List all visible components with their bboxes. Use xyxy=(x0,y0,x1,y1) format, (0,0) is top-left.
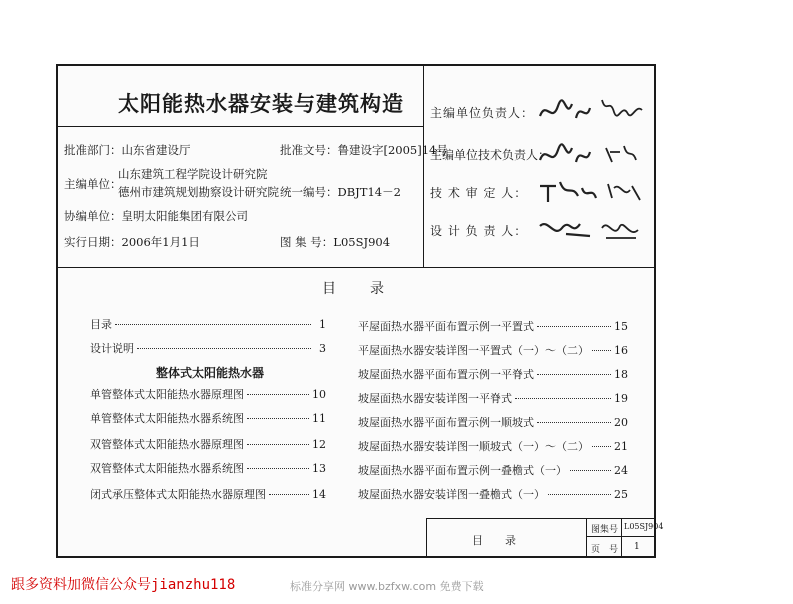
header-vertical-divider xyxy=(423,66,424,267)
role-label-reviewer: 技 术 审 定 人： xyxy=(430,186,528,200)
editor-org-2: 德州市建筑规划勘察设计研究院 xyxy=(118,185,279,199)
title-block-atlas-label: 图集号 xyxy=(591,525,619,535)
title-block-top xyxy=(426,518,654,519)
editor-org-1: 山东建筑工程学院设计研究院 xyxy=(118,167,268,181)
footer-promo-text: 跟多资料加微信公众号jianzhu118 xyxy=(11,577,236,593)
toc-entry-page: 25 xyxy=(614,488,628,501)
leader-dots xyxy=(548,494,611,495)
toc-entry-label: 目录 xyxy=(90,318,112,331)
editor-label: 主编单位： xyxy=(64,177,122,191)
toc-entry-label: 双管整体式太阳能热水器原理图 xyxy=(90,438,244,451)
approval-department: 批准部门：山东省建设厅 xyxy=(64,143,191,157)
section-heading: 整体式太阳能热水器 xyxy=(156,366,265,380)
toc-entry-left xyxy=(90,340,326,356)
toc-entry-label: 平屋面热水器平面布置示例一平置式 xyxy=(358,320,534,333)
toc-entry-left xyxy=(90,386,326,402)
toc-entry-label: 坡屋面热水器安装详图一叠檐式（一） xyxy=(358,488,545,501)
leader-dots xyxy=(137,348,311,349)
toc-entry-label: 坡屋面热水器安装详图一平脊式 xyxy=(358,392,512,405)
toc-entry-label: 闭式承压整体式太阳能热水器原理图 xyxy=(90,488,266,501)
toc-entry-left xyxy=(90,460,326,476)
leader-dots xyxy=(247,418,309,419)
signature-1 xyxy=(536,94,648,128)
signature-3 xyxy=(536,176,648,206)
leader-dots xyxy=(537,374,611,375)
toc-entry-label: 坡屋面热水器平面布置示例一叠檐式（一） xyxy=(358,464,567,477)
toc-entry-label: 设计说明 xyxy=(90,342,134,355)
leader-dots xyxy=(592,446,611,447)
toc-entry-label: 坡屋面热水器安装详图一顺坡式（一）～（二） xyxy=(358,440,589,453)
toc-entry-page: 3 xyxy=(319,342,326,355)
toc-entry-right xyxy=(358,390,628,406)
signature-2 xyxy=(536,138,648,170)
leader-dots xyxy=(592,350,611,351)
toc-entry-left xyxy=(90,410,326,426)
toc-entry-label: 双管整体式太阳能热水器系统图 xyxy=(90,462,244,475)
toc-entry-right xyxy=(358,414,628,430)
toc-entry-right xyxy=(358,366,628,382)
toc-entry-right xyxy=(358,438,628,454)
approval-document: 批准文号：鲁建设字[2005]14号 xyxy=(280,143,448,157)
toc-entry-left xyxy=(90,486,326,502)
toc-entry-right xyxy=(358,342,628,358)
leader-dots xyxy=(537,326,611,327)
leader-dots xyxy=(247,468,309,469)
leader-dots xyxy=(515,398,611,399)
atlas-number: 图 集 号：L05SJ904 xyxy=(280,235,391,249)
title-block-name: 目 录 xyxy=(472,534,516,547)
toc-heading: 目 录 xyxy=(322,281,386,297)
toc-entry-left xyxy=(90,316,326,332)
title-block-row xyxy=(586,536,654,537)
atlas-title: 太阳能热水器安装与建筑构造 xyxy=(118,92,404,116)
toc-entry-label: 单管整体式太阳能热水器系统图 xyxy=(90,412,244,425)
title-block-page-label: 页 号 xyxy=(591,545,619,555)
role-label-design-lead: 设 计 负 责 人： xyxy=(430,224,528,238)
toc-entry-page: 16 xyxy=(614,344,628,357)
toc-entry-page: 18 xyxy=(614,368,628,381)
leader-dots xyxy=(570,470,611,471)
toc-entry-page: 15 xyxy=(614,320,628,333)
toc-entry-page: 10 xyxy=(312,388,326,401)
title-block-mid2 xyxy=(621,518,622,558)
toc-entry-page: 24 xyxy=(614,464,628,477)
title-block-atlas-value: L05SJ904 xyxy=(624,522,664,531)
toc-entry-label: 单管整体式太阳能热水器原理图 xyxy=(90,388,244,401)
toc-entry-page: 1 xyxy=(319,318,326,331)
drawing-sheet xyxy=(56,64,664,558)
co-editor: 协编单位：皇明太阳能集团有限公司 xyxy=(64,209,248,223)
title-underline xyxy=(58,126,423,127)
toc-entry-page: 13 xyxy=(312,462,326,475)
header-divider xyxy=(58,267,654,268)
leader-dots xyxy=(247,394,309,395)
toc-entry-page: 21 xyxy=(614,440,628,453)
toc-entry-label: 坡屋面热水器平面布置示例一平脊式 xyxy=(358,368,534,381)
leader-dots xyxy=(537,422,611,423)
toc-entry-page: 11 xyxy=(312,412,326,425)
toc-entry-page: 12 xyxy=(312,438,326,451)
leader-dots xyxy=(269,494,309,495)
title-block-mid xyxy=(586,518,587,558)
unified-number: 统一编号：DBJT14－2 xyxy=(280,185,401,199)
signature-4 xyxy=(536,214,648,246)
toc-entry-label: 平屋面热水器安装详图一平置式（一）～（二） xyxy=(358,344,589,357)
toc-entry-page: 19 xyxy=(614,392,628,405)
toc-entry-label: 坡屋面热水器平面布置示例一顺坡式 xyxy=(358,416,534,429)
toc-entry-right xyxy=(358,318,628,334)
effective-date: 实行日期：2006年1月1日 xyxy=(64,235,200,249)
footer-watermark-text: 标准分享网 www.bzfxw.com 免费下载 xyxy=(290,580,484,593)
role-label-tech-lead: 主编单位技术负责人： xyxy=(430,148,551,162)
toc-entry-page: 14 xyxy=(312,488,326,501)
role-label-chief-editor: 主编单位负责人： xyxy=(430,106,535,120)
toc-entry-right xyxy=(358,486,628,502)
title-block-left xyxy=(426,518,427,558)
title-block-page-value: 1 xyxy=(634,542,640,552)
toc-entry-page: 20 xyxy=(614,416,628,429)
leader-dots xyxy=(247,444,309,445)
toc-entry-right xyxy=(358,462,628,478)
toc-entry-left xyxy=(90,436,326,452)
leader-dots xyxy=(115,324,311,325)
